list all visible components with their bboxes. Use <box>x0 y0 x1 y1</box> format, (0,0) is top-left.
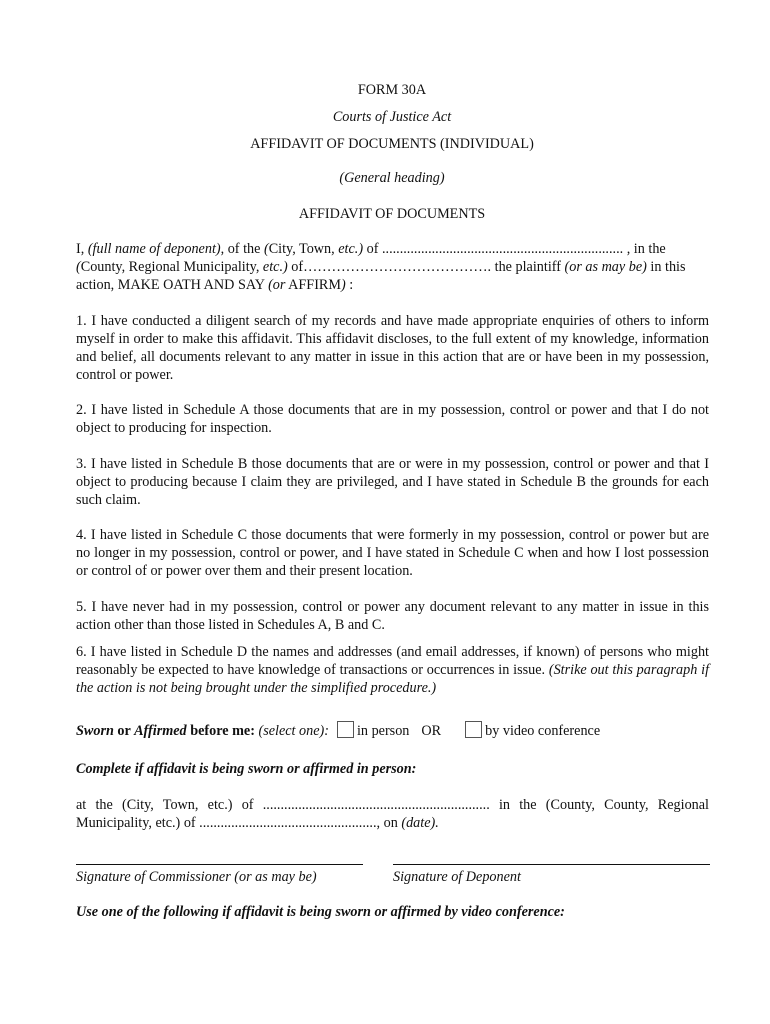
location-paragraph <box>76 796 709 832</box>
intro-text: : <box>345 277 354 293</box>
intro-text: County, Regional Municipality, <box>80 259 263 275</box>
intro-text: ( <box>76 259 81 275</box>
intro-text: AFFIRM <box>285 277 341 293</box>
form-title: AFFIDAVIT OF DOCUMENTS (INDIVIDUAL) <box>250 136 534 152</box>
affirmed-label: Affirmed <box>134 723 187 739</box>
location-text: at the (City, Town, etc.) of ................................................................ in the (County, County, Regional Municipality, etc.) of .................................................., on <box>76 797 709 831</box>
city-blank: of .................................................................... , in the <box>363 241 666 257</box>
intro-text: , of the <box>220 241 264 257</box>
intro-text: in this action, MAKE OATH AND SAY <box>76 259 686 293</box>
date-placeholder: (date). <box>401 815 439 831</box>
paragraph-5: 5. I have never had in my possession, control or power any document relevant to any matter in issue in this action other than those listed in Schedules A, B and C. <box>76 599 709 633</box>
paragraph-1: 1. I have conducted a diligent search of my records and have made appropriate enquiries of others to inform myself in order to make this affidavit. This affidavit discloses, to the full extent of my knowledge, information and belief, all documents relevant to any matter in issue in this action that are or have been in my possession, control or power. <box>76 313 709 383</box>
paragraph-6 <box>76 643 709 697</box>
party-note: (or as may be) <box>564 259 647 275</box>
county-blank: of…………………………………. the plaintiff <box>287 259 565 275</box>
video-conference-checkbox[interactable] <box>465 721 482 738</box>
video-conference-heading: Use one of the following if affidavit is being sworn or affirmed by video conference: <box>76 904 565 920</box>
paragraph-4: 4. I have listed in Schedule C those documents that were formerly in my possession, control or power but are no longer in my possession, control or power, and I have stated in Schedule C when and how I lost possession or control of or power over them and their present location. <box>76 527 709 579</box>
or-separator: OR <box>421 723 442 739</box>
sworn-line <box>76 721 709 740</box>
video-conference-label: by video conference <box>485 723 601 739</box>
in-person-heading: Complete if affidavit is being sworn or affirmed in person: <box>76 761 417 777</box>
deponent-signature-line[interactable] <box>393 864 710 865</box>
paragraph-2: 2. I have listed in Schedule A those documents that are in my possession, control or power and that I do not object to producing for inspection. <box>76 402 709 436</box>
intro-paragraph <box>76 240 709 294</box>
select-one-label: (select one): <box>254 723 329 739</box>
commissioner-signature-label: Signature of Commissioner (or as may be) <box>76 869 317 885</box>
paragraph-6-text: 6. I have listed in Schedule D the names and addresses (and email addresses, if known) of persons who might reasonably be expected to have knowledge of transactions or occurrences in issue. <box>76 644 709 678</box>
intro-text: (or <box>268 277 286 293</box>
in-person-checkbox[interactable] <box>337 721 354 738</box>
paragraph-3: 3. I have listed in Schedule B those documents that are or were in my possession, control or power and that I object to producing because I claim they are privileged, and I have stated in Schedule B the grounds for each such claim. <box>76 456 709 508</box>
act-name: Courts of Justice Act <box>332 109 452 125</box>
intro-text: etc.) <box>338 241 364 257</box>
in-person-label: in person <box>356 723 410 739</box>
before-me-label: before me: <box>186 723 255 739</box>
deponent-signature-label: Signature of Deponent <box>393 869 521 885</box>
intro-text: ( <box>263 241 269 257</box>
deponent-name-placeholder: (full name of deponent) <box>87 241 221 257</box>
general-heading: (General heading) <box>339 170 445 186</box>
intro-text: City, Town, <box>268 241 339 257</box>
paragraph-6-note: (Strike out this paragraph if the action is not being brought under the simplified procedure.) <box>76 662 710 696</box>
sworn-label: Sworn <box>76 723 114 739</box>
document-title: AFFIDAVIT OF DOCUMENTS <box>298 206 486 222</box>
intro-text: etc.) <box>262 259 288 275</box>
commissioner-signature-line[interactable] <box>76 864 363 865</box>
intro-text: I, <box>76 241 88 257</box>
intro-text: ) <box>341 277 346 293</box>
or-label: or <box>113 723 135 739</box>
form-number: FORM 30A <box>357 82 427 98</box>
